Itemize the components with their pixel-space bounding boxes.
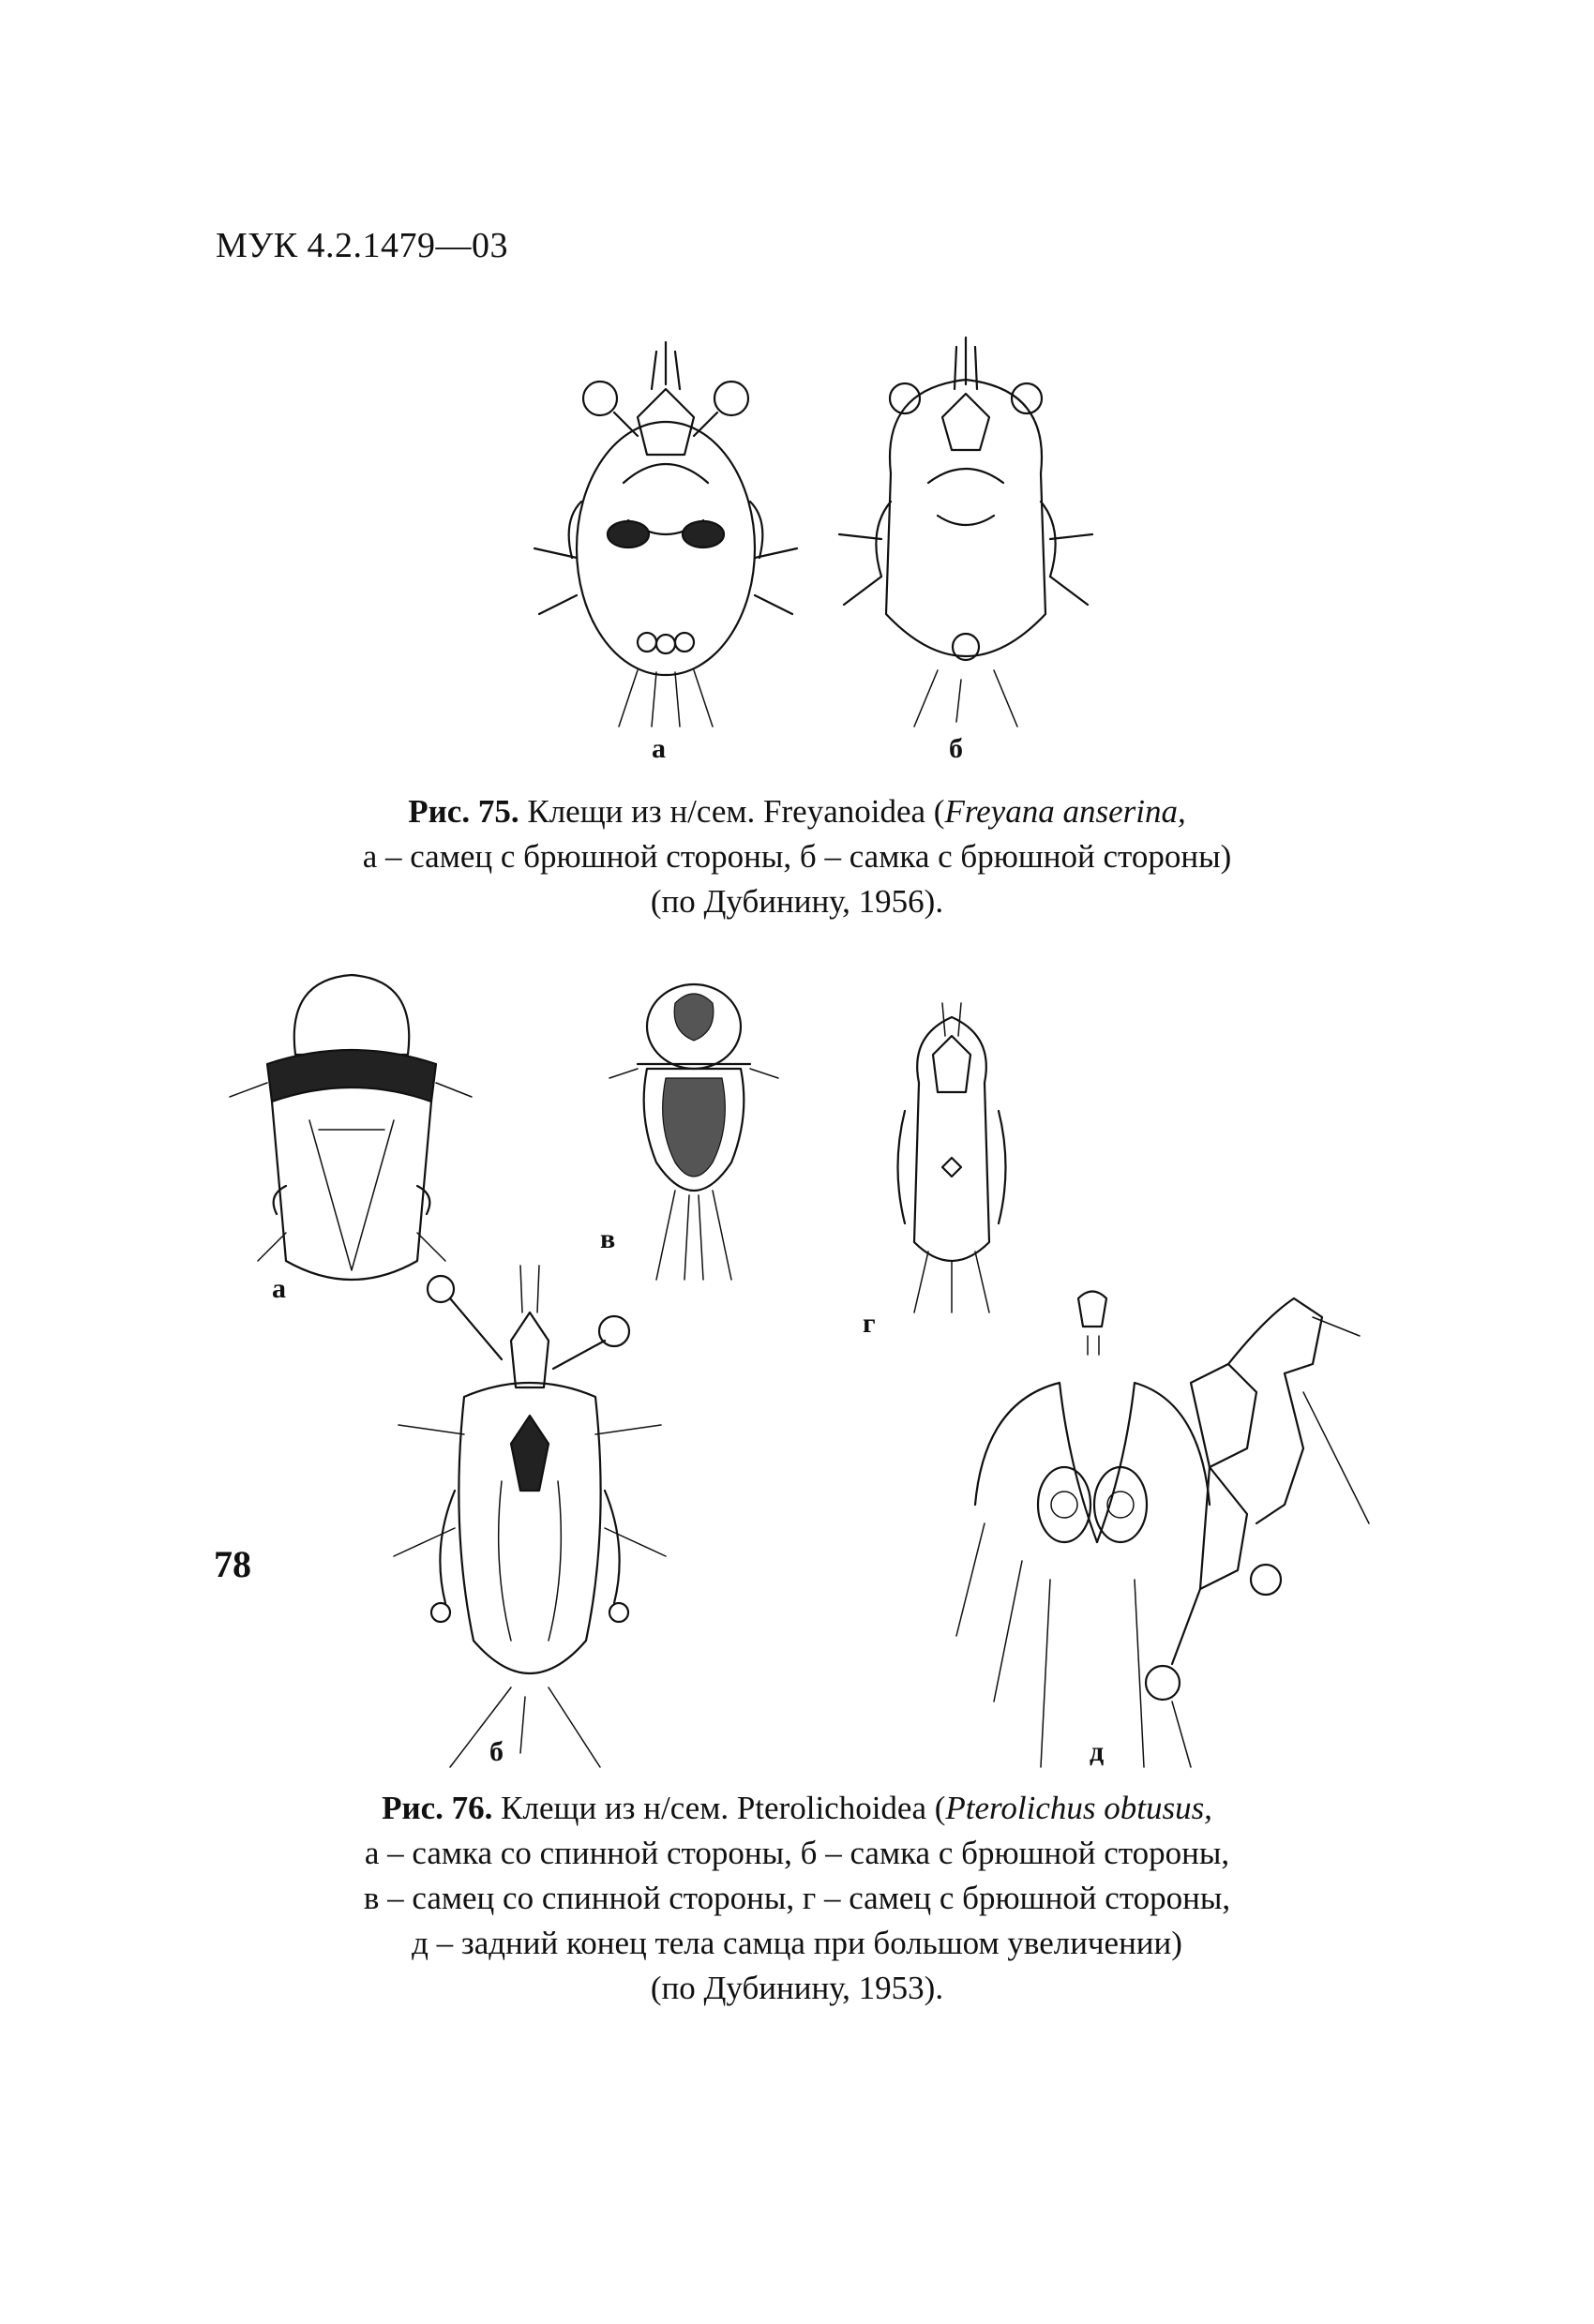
figure-75-label-b: б <box>949 733 963 764</box>
figure-75-caption-label: Рис. 75. <box>408 793 519 830</box>
figure-75a-mite-illustration <box>525 333 806 727</box>
figure-76-caption-line1 <box>0 1786 1594 1831</box>
figure-76v-mite-illustration <box>600 975 788 1284</box>
figure-76-label-b: б <box>489 1736 504 1767</box>
figure-76-caption-text: Клещи из н/сем. Pterolichoidea ( <box>492 1790 946 1826</box>
figure-76g-mite-illustration <box>863 998 1041 1317</box>
figure-75-label-a: а <box>652 733 666 764</box>
figure-76-label-g: г <box>863 1308 876 1339</box>
figure-75b-mite-illustration <box>825 333 1106 727</box>
figure-75-caption-line1 <box>0 789 1594 834</box>
document-code-header: МУК 4.2.1479—03 <box>216 226 509 265</box>
figure-76-label-d: д <box>1090 1736 1105 1767</box>
figure-76-caption-line2: а – самка со спинной стороны, б – самка с брюшной стороны, <box>364 1835 1230 1871</box>
figure-76-label-v: в <box>600 1223 616 1254</box>
figure-76d-mite-detail-illustration <box>928 1280 1378 1805</box>
figure-76-caption-line3: в – самец со спинной стороны, г – самец с брюшной стороны, <box>363 1880 1231 1916</box>
figure-75-caption-species: Freyana anserina, <box>944 793 1186 830</box>
figure-75-caption-line2: а – самец с брюшной стороны, б – самка с брюшной стороны) <box>362 838 1232 875</box>
figure-76-label-a: а <box>272 1273 286 1304</box>
figure-76-caption-species: Pterolichus obtusus, <box>945 1790 1212 1826</box>
figure-75-caption <box>0 789 1594 924</box>
page-number: 78 <box>214 1543 251 1585</box>
figure-76-caption-label: Рис. 76. <box>382 1790 493 1826</box>
figure-76-caption-line4: д – задний конец тела самца при большом увеличении) <box>412 1925 1182 1961</box>
figure-75-caption-text: Клещи из н/сем. Freyanoidea ( <box>519 793 945 830</box>
figure-75-caption-line3: (по Дубинину, 1956). <box>650 883 944 920</box>
figure-76-caption-line5: (по Дубинину, 1953). <box>650 1970 944 2006</box>
figure-76b-mite-illustration <box>380 1247 680 1772</box>
figure-76-caption <box>0 1786 1594 2011</box>
